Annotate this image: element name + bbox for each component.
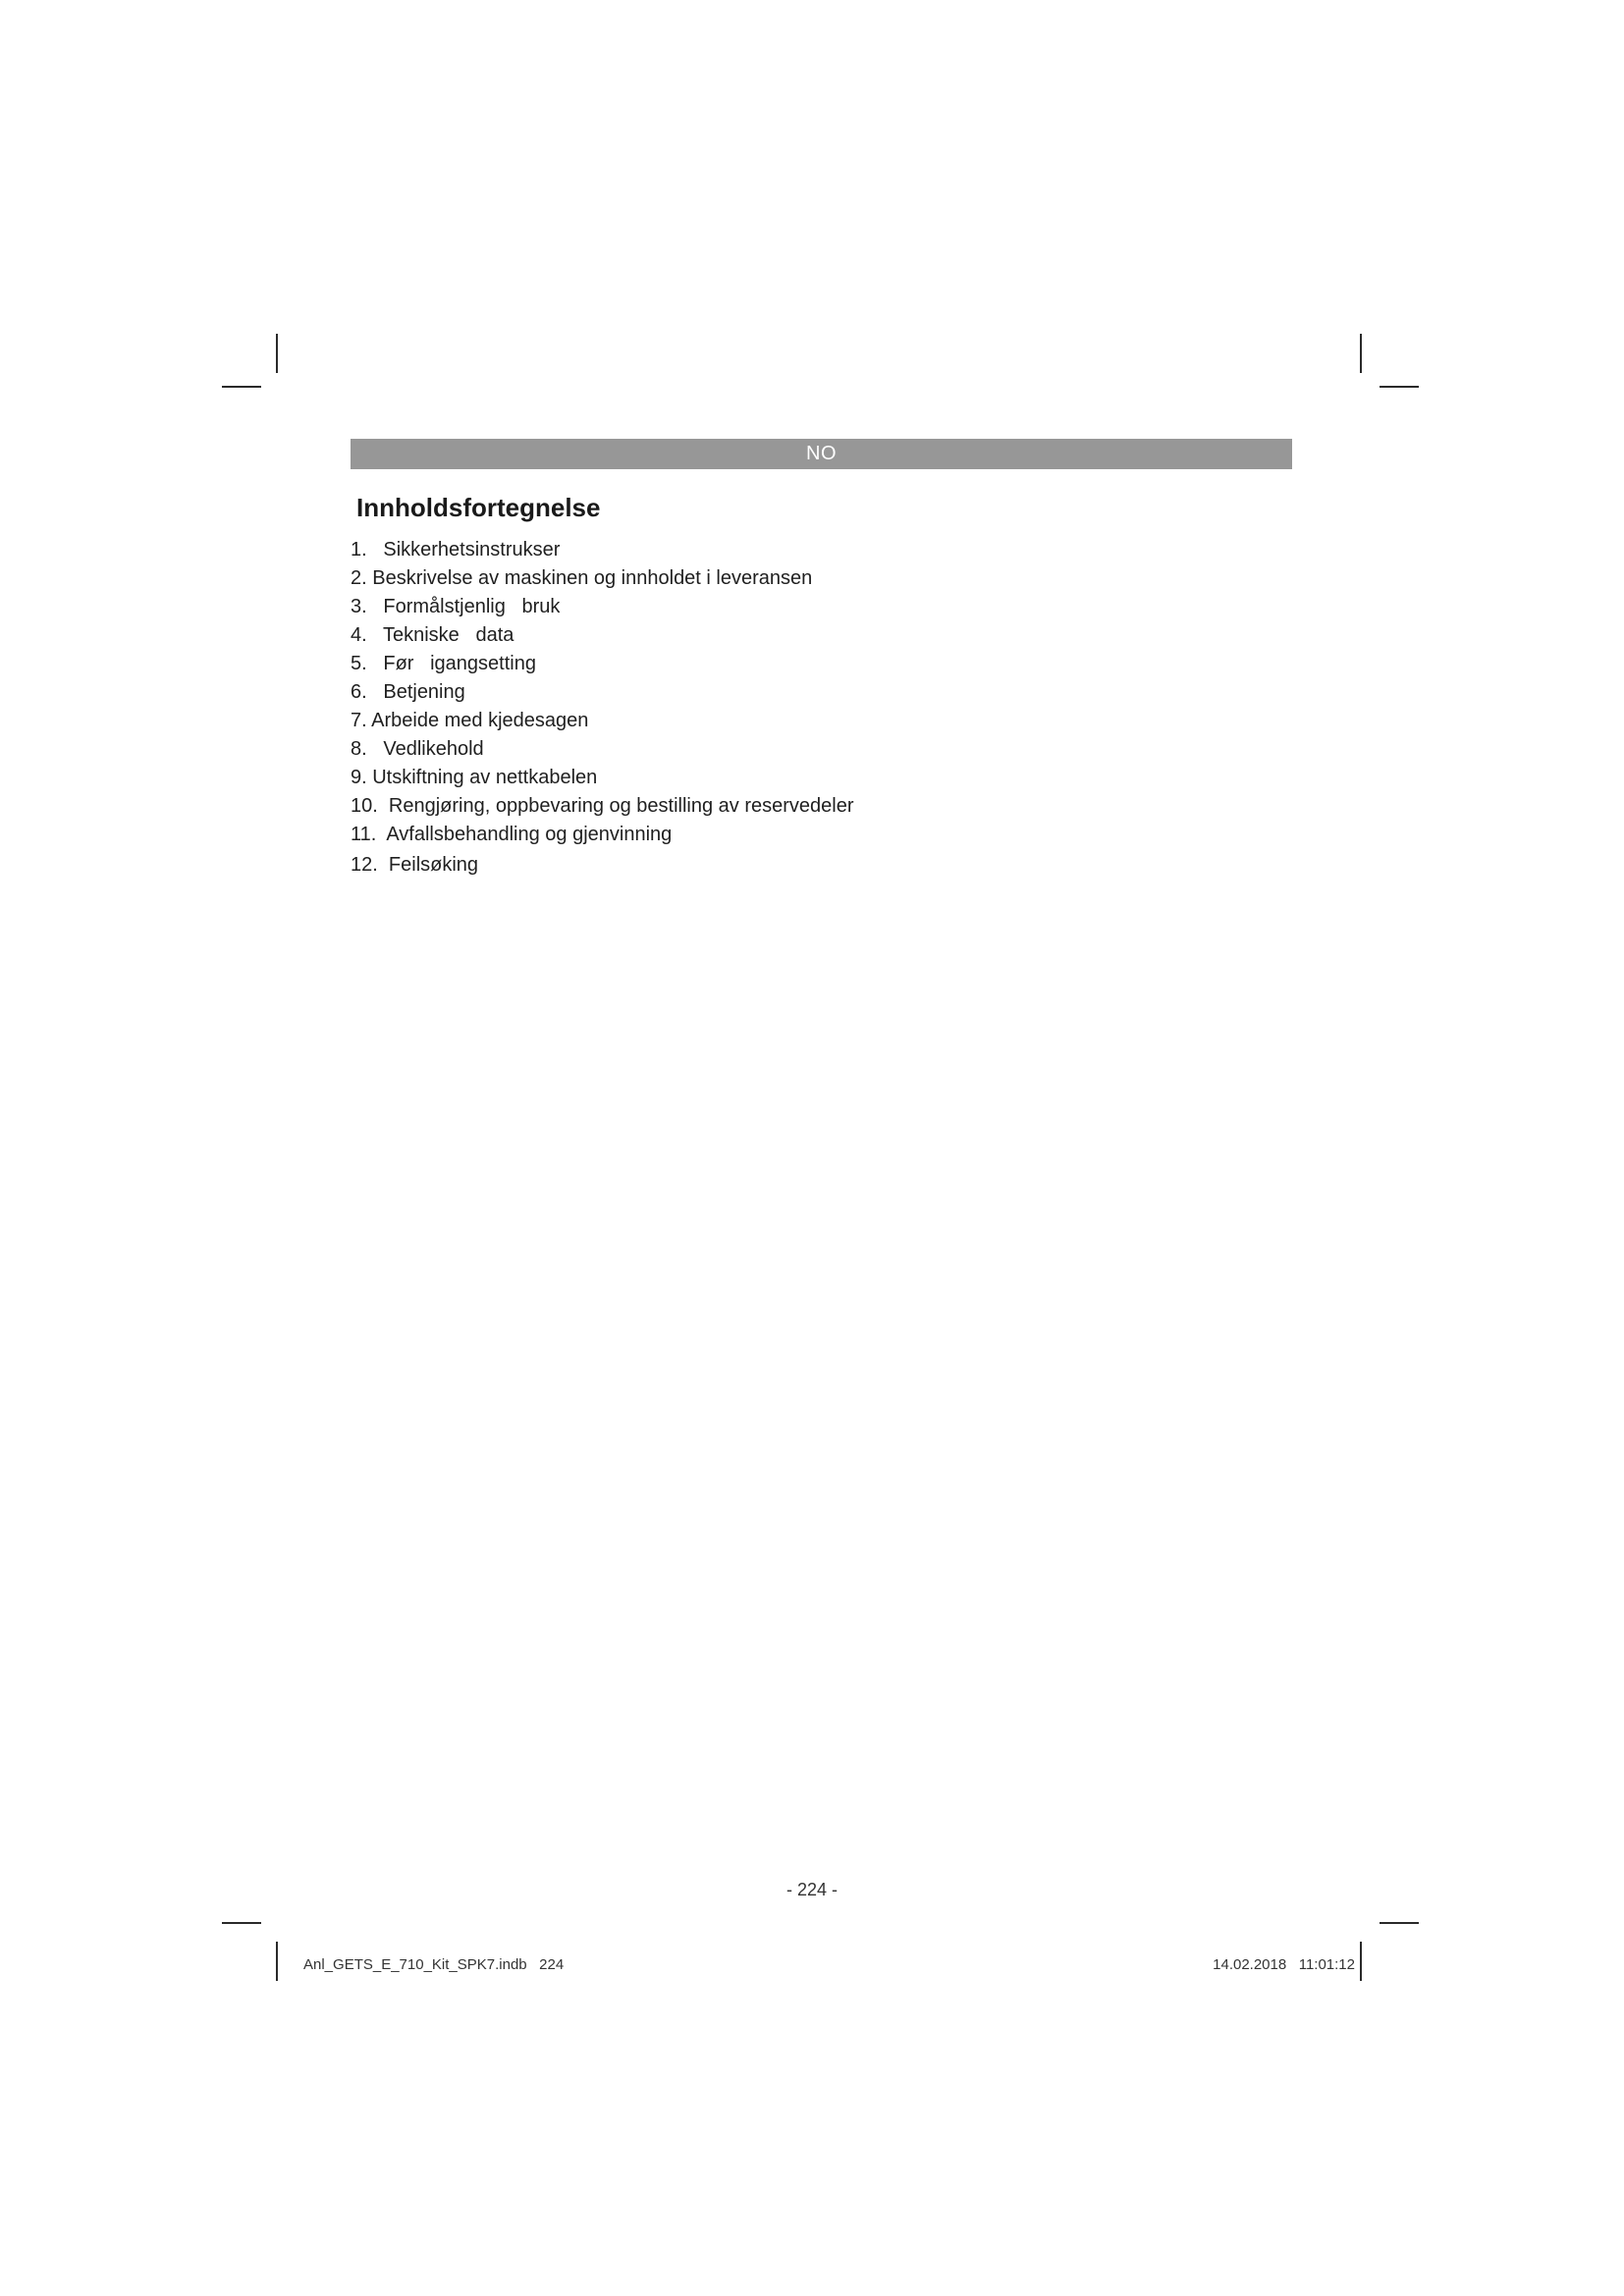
toc-item: 7. Arbeide med kjedesagen [351,710,589,731]
crop-mark-bottom-left [276,1942,278,1981]
crop-mark-top-right [1360,334,1362,373]
crop-mark-top-right [1380,386,1419,388]
crop-mark-bottom-right [1380,1922,1419,1924]
toc-item: 10. Rengjøring, oppbevaring og bestilling av reservedeler [351,795,854,817]
crop-mark-top-left [276,334,278,373]
toc-item: 8. Vedlikehold [351,738,484,760]
toc-item: 9. Utskiftning av nettkabelen [351,767,598,788]
toc-list [351,536,854,880]
crop-mark-top-left [222,386,261,388]
print-timestamp: 14.02.2018 11:01:12 [1213,1956,1355,1973]
file-slug: Anl_GETS_E_710_Kit_SPK7.indb 224 [303,1956,565,1973]
toc-item: 5. Før igangsetting [351,653,536,674]
toc-title: Innholdsfortegnelse [356,493,601,522]
language-bar: NO [351,439,1292,469]
toc-item: 1. Sikkerhetsinstrukser [351,539,561,561]
toc-item: 4. Tekniske data [351,624,514,646]
toc-item: 11. Avfallsbehandling og gjenvinning [351,824,673,845]
toc-item: 3. Formålstjenlig bruk [351,596,561,617]
crop-mark-bottom-right [1360,1942,1362,1981]
crop-mark-bottom-left [222,1922,261,1924]
toc-item: 6. Betjening [351,681,465,703]
toc-item: 2. Beskrivelse av maskinen og innholdet i leveransen [351,567,813,589]
toc-item: 12. Feilsøking [351,854,479,876]
page-number: - 224 - [785,1880,839,1899]
